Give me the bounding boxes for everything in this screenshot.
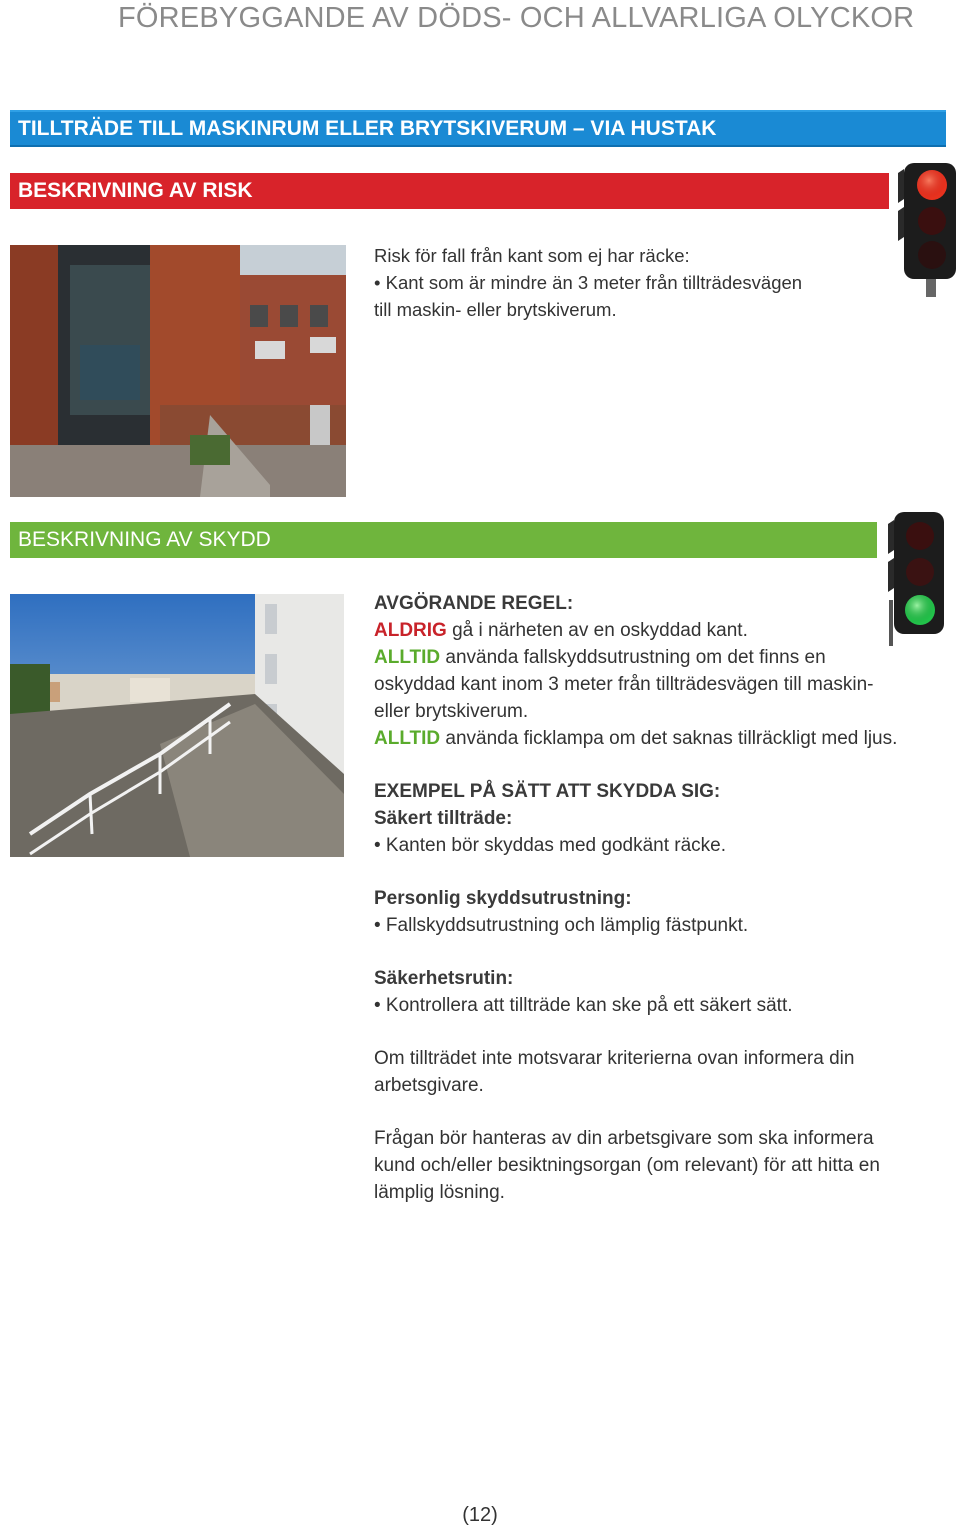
rule-always-harness-line-2: oskyddad kant inom 3 meter från tillträdesvägen till maskin-: [374, 674, 874, 695]
risk-bullet-line-1: • Kant som är mindre än 3 meter från tillträdesvägen: [374, 272, 803, 293]
risk-description: [374, 242, 874, 323]
section-title-bar: [10, 110, 946, 147]
safe-access-bullet: • Kanten bör skyddas med godkänt räcke.: [374, 835, 727, 856]
example-heading: EXEMPEL PÅ SÄTT ATT SKYDDA SIG:: [374, 781, 721, 802]
rule-heading: AVGÖRANDE REGEL:: [374, 593, 574, 614]
rule-always-harness-line-1: använda fallskyddsutrustning om det finns en: [440, 647, 826, 668]
employer-paragraph-line-1: Frågan bör hanteras av din arbetsgivare som ska informera: [374, 1128, 874, 1149]
routine-bullet: • Kontrollera att tillträde kan ske på ett säkert sätt.: [374, 995, 793, 1016]
risk-bullet-line-2: till maskin- eller brytskiverum.: [374, 299, 617, 320]
page-header: FÖREBYGGANDE AV DÖDS- OCH ALLVARLIGA OLYCKOR: [118, 2, 915, 34]
rule-never-text: gå i närheten av en oskyddad kant.: [446, 620, 748, 641]
rule-always-flashlight: [374, 725, 934, 752]
page-number: (12): [462, 1504, 498, 1526]
rule-always-harness-keyword: ALLTID: [374, 647, 441, 668]
ppe-bullet: • Fallskyddsutrustning och lämplig fästpunkt.: [374, 915, 749, 936]
rule-never: [374, 617, 934, 644]
protection-content: [374, 590, 934, 1206]
rule-always-flashlight-keyword: ALLTID: [374, 728, 441, 749]
protection-photo: [10, 594, 344, 857]
risk-heading-bar: [10, 173, 889, 209]
red-light-icon: [898, 163, 958, 297]
risk-heading: BESKRIVNING AV RISK: [18, 179, 253, 202]
protection-heading-bar: [10, 522, 877, 558]
risk-intro: Risk för fall från kant som ej har räcke:: [374, 245, 690, 266]
routine-heading: Säkerhetsrutin:: [374, 968, 514, 989]
rule-always-harness-line-3: eller brytskiverum.: [374, 701, 529, 722]
inform-paragraph-line-2: arbetsgivare.: [374, 1075, 484, 1096]
section-title: TILLTRÄDE TILL MASKINRUM ELLER BRYTSKIVERUM – VIA HUSTAK: [18, 116, 717, 140]
protection-heading: BESKRIVNING AV SKYDD: [18, 528, 271, 551]
inform-paragraph-line-1: Om tillträdet inte motsvarar kriterierna ovan informera din: [374, 1048, 855, 1069]
ppe-heading: Personlig skyddsutrustning:: [374, 888, 632, 909]
rule-always-harness: [374, 644, 934, 671]
rule-always-flashlight-text: använda ficklampa om det saknas tillräckligt med ljus.: [440, 728, 898, 749]
employer-paragraph-line-3: lämplig lösning.: [374, 1182, 505, 1203]
rule-never-keyword: ALDRIG: [374, 620, 447, 641]
risk-photo: [10, 245, 346, 497]
safe-access-heading: Säkert tillträde:: [374, 808, 513, 829]
employer-paragraph-line-2: kund och/eller besiktningsorgan (om relevant) för att hitta en: [374, 1155, 880, 1176]
